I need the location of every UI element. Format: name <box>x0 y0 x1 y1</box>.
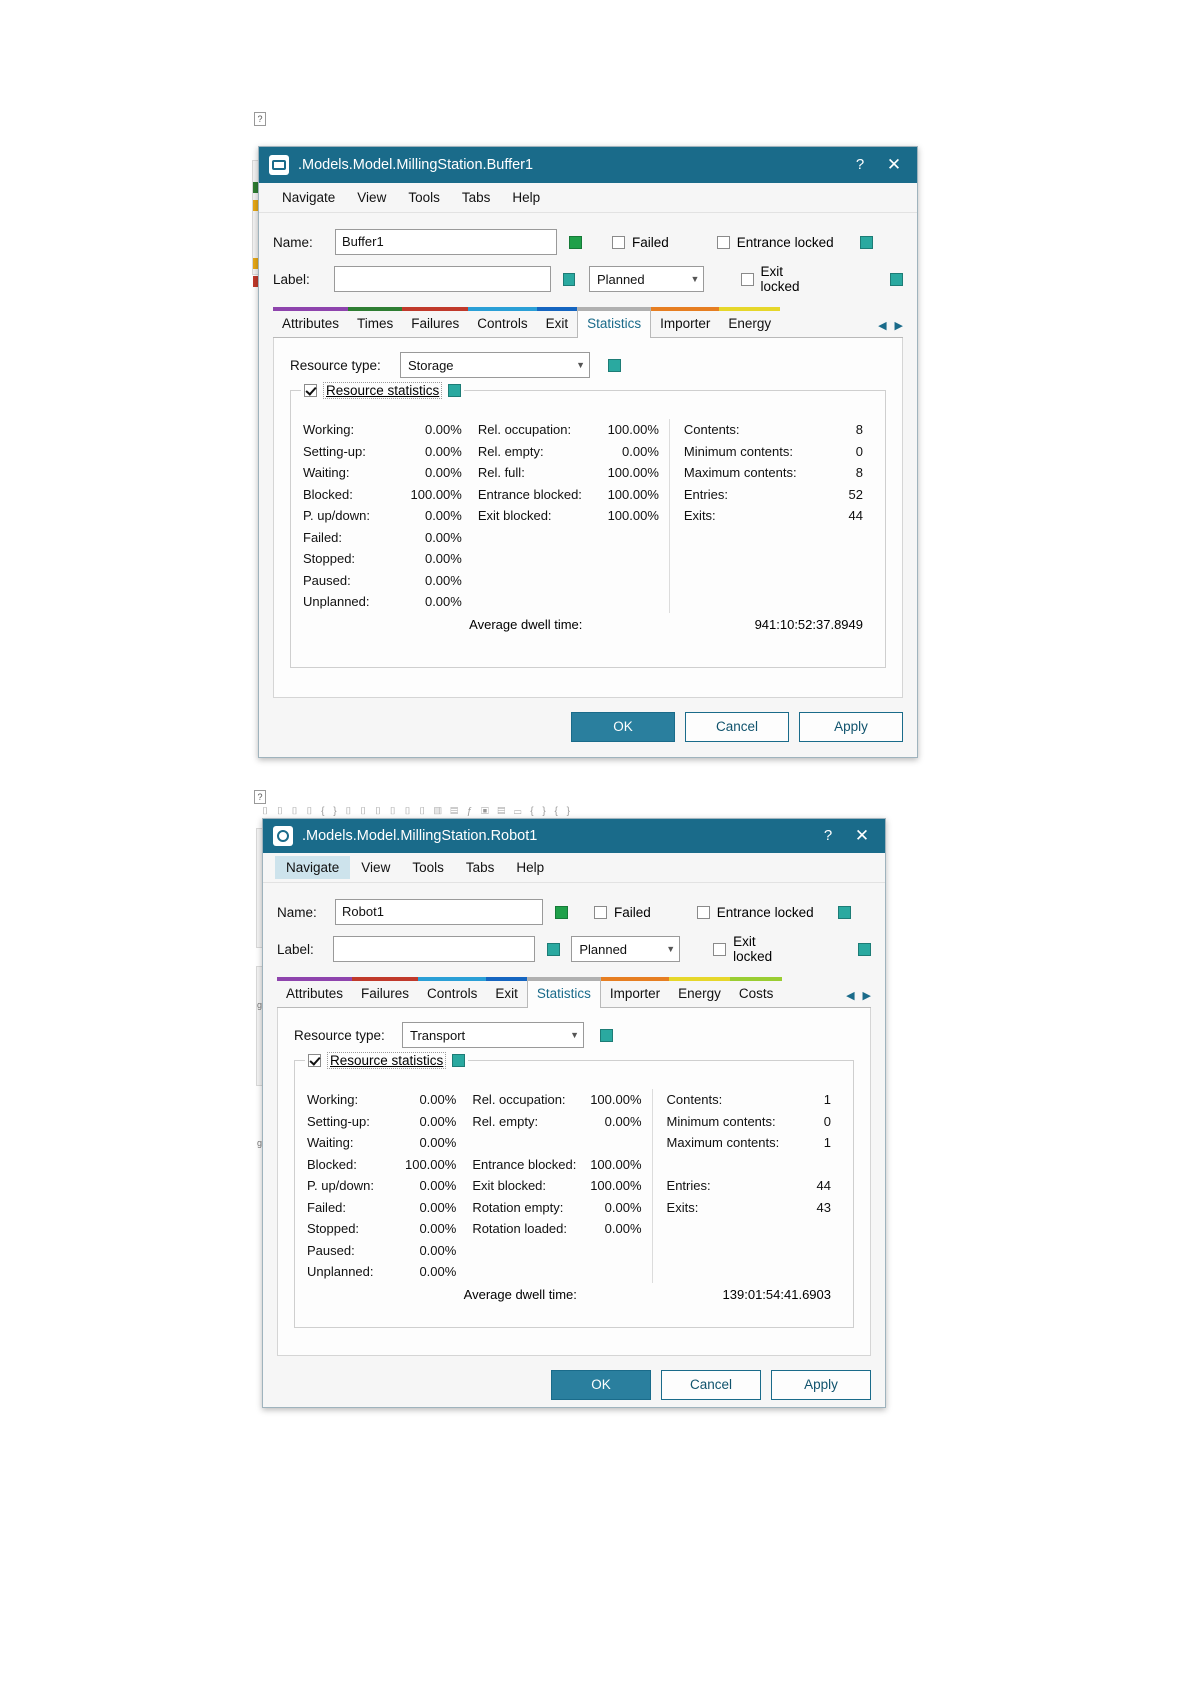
stat-row <box>307 1154 466 1176</box>
tab-scroll-left-icon[interactable]: ◀ <box>846 990 855 1002</box>
stat-row <box>472 1154 651 1176</box>
tab-attributes[interactable]: Attributes <box>277 977 352 1007</box>
stats-column-3 <box>653 1089 841 1283</box>
apply-button[interactable]: Apply <box>799 712 903 742</box>
exit-locked-checkbox[interactable] <box>713 943 726 956</box>
resource-type-select[interactable] <box>400 352 590 378</box>
exit-locked-checkbox[interactable] <box>741 273 754 286</box>
stat-value: 0.00% <box>424 572 462 588</box>
stat-value: 100.00% <box>410 486 462 502</box>
stat-key: Stopped: <box>307 1221 360 1236</box>
resource-type-chip-icon[interactable] <box>608 359 621 372</box>
stat-value: 0.00% <box>424 529 462 545</box>
tabstrip-buffer1[interactable] <box>273 303 903 338</box>
planned-select-value: Planned <box>579 941 628 957</box>
stat-key: Failed: <box>303 529 343 545</box>
average-dwell-time-row <box>307 1287 841 1302</box>
stat-key: Rotation loaded: <box>472 1221 567 1236</box>
stat-value: 0.00% <box>604 1221 642 1236</box>
resource-type-label: Resource type: <box>290 357 381 373</box>
stat-row <box>307 1240 466 1262</box>
name-chip-icon[interactable] <box>569 236 582 249</box>
stat-key: Failed: <box>307 1199 347 1215</box>
tab-failures[interactable]: Failures <box>352 977 418 1007</box>
chevron-down-icon: ▼ <box>576 360 585 370</box>
ok-button[interactable]: OK <box>551 1370 651 1400</box>
tab-statistics[interactable]: Statistics <box>527 977 601 1008</box>
resource-statistics-label: Resource statistics <box>323 382 442 399</box>
stat-key: Exit blocked: <box>472 1178 547 1193</box>
failed-checkbox[interactable] <box>594 906 607 919</box>
stat-key: Blocked: <box>307 1156 357 1172</box>
resource-type-chip-icon[interactable] <box>600 1029 613 1042</box>
stat-row <box>684 505 873 527</box>
stat-value: 0.00% <box>419 1264 457 1279</box>
stats-column-3 <box>670 419 873 613</box>
tab-scroll-right-icon[interactable]: ▶ <box>894 320 903 332</box>
stat-key: Minimum contents: <box>666 1113 776 1129</box>
buffer-icon <box>269 155 289 175</box>
stat-row <box>303 462 472 484</box>
dialog-robot1[interactable] <box>262 818 886 1408</box>
stat-value: 0.00% <box>419 1092 457 1107</box>
stat-value: 100.00% <box>607 422 659 437</box>
stat-key: Contents: <box>666 1092 723 1107</box>
average-dwell-time-value: 139:01:54:41.6903 <box>722 1286 831 1302</box>
broken-image-marker-1: ? <box>254 112 266 126</box>
stat-key: Blocked: <box>303 486 353 502</box>
help-button[interactable]: ? <box>855 156 865 173</box>
menu-item-tabs[interactable]: Tabs <box>465 860 495 875</box>
stat-row <box>472 1089 651 1111</box>
stat-row <box>667 1197 841 1219</box>
stat-key: Working: <box>303 422 355 437</box>
tab-controls[interactable]: Controls <box>418 977 486 1007</box>
stat-value: 0.00% <box>424 508 462 523</box>
average-dwell-time-row <box>303 617 873 632</box>
failed-label: Failed <box>614 904 651 920</box>
stat-key: Unplanned: <box>307 1264 374 1279</box>
stat-row <box>684 484 873 506</box>
stat-row <box>667 1089 841 1111</box>
tab-failures[interactable]: Failures <box>402 307 468 337</box>
stat-key: Unplanned: <box>303 594 370 609</box>
stat-row <box>303 591 472 613</box>
menu-item-view[interactable]: View <box>361 860 391 875</box>
background-label-2: g <box>257 1138 263 1148</box>
label-input[interactable] <box>333 936 535 962</box>
stat-value: 100.00% <box>607 508 659 523</box>
exit-locked-label: Exit locked <box>760 264 800 294</box>
stat-value: 0.00% <box>419 1242 457 1258</box>
stat-key: Minimum contents: <box>683 443 793 459</box>
failed-label: Failed <box>632 234 669 250</box>
stat-key: Rel. empty: <box>472 1113 539 1129</box>
stat-row <box>478 419 669 441</box>
failed-checkbox[interactable] <box>612 236 625 249</box>
entrance-locked-chip-icon[interactable] <box>860 236 873 249</box>
stat-value: 0.00% <box>419 1178 457 1193</box>
stat-row <box>307 1132 466 1154</box>
dialog-title: .Models.Model.MillingStation.Buffer1 <box>298 157 534 173</box>
stat-value: 1 <box>823 1092 832 1107</box>
stat-row <box>307 1197 466 1219</box>
stat-key: Entrance blocked: <box>477 486 582 502</box>
stat-row <box>307 1218 466 1240</box>
menu-item-tools[interactable]: Tools <box>408 190 440 205</box>
stat-key: Waiting: <box>303 465 350 480</box>
label-label: Label: <box>273 271 310 287</box>
stat-key: Paused: <box>307 1242 355 1258</box>
stat-value: 100.00% <box>590 1156 642 1172</box>
name-input[interactable] <box>335 229 557 255</box>
stat-value: 0.00% <box>419 1113 457 1129</box>
ok-button[interactable]: OK <box>571 712 675 742</box>
stat-key: Paused: <box>303 572 351 588</box>
stat-value: 0.00% <box>424 422 462 437</box>
tab-exit[interactable]: Exit <box>537 307 578 337</box>
label-input[interactable] <box>334 266 551 292</box>
resource-statistics-label: Resource statistics <box>327 1052 446 1069</box>
stat-row <box>472 1197 651 1219</box>
entrance-locked-label: Entrance locked <box>716 904 814 920</box>
stat-row <box>303 441 472 463</box>
average-dwell-time-value: 941:10:52:37.8949 <box>754 616 863 632</box>
stat-row <box>684 441 873 463</box>
stat-value: 0.00% <box>419 1135 457 1150</box>
label-label: Label: <box>277 941 314 957</box>
stat-row <box>472 1175 651 1197</box>
name-label: Name: <box>273 234 313 250</box>
stat-value: 52 <box>848 486 863 502</box>
stat-value: 100.00% <box>590 1178 642 1193</box>
stat-key: Entrance blocked: <box>472 1156 577 1172</box>
stats-column-1 <box>303 419 472 613</box>
cancel-button[interactable]: Cancel <box>661 1370 761 1400</box>
stat-row <box>303 570 472 592</box>
entrance-locked-label: Entrance locked <box>736 234 834 250</box>
stat-row <box>307 1261 466 1283</box>
exit-locked-chip-icon[interactable] <box>890 273 903 286</box>
stat-row <box>307 1089 466 1111</box>
stat-value: 0.00% <box>622 443 659 459</box>
stat-value: 0.00% <box>419 1199 457 1215</box>
stat-value: 100.00% <box>590 1092 642 1107</box>
stat-key <box>472 1132 476 1154</box>
resource-statistics-chip-icon[interactable] <box>448 384 461 397</box>
menubar-robot1[interactable] <box>263 853 885 883</box>
robot-icon <box>273 826 293 846</box>
stat-key: Setting-up: <box>307 1113 370 1129</box>
resource-statistics-checkbox[interactable] <box>308 1054 321 1067</box>
stat-value: 0 <box>855 443 863 459</box>
tab-attributes[interactable]: Attributes <box>273 307 348 337</box>
stat-row <box>303 505 472 527</box>
tab-importer[interactable]: Importer <box>651 307 719 337</box>
stat-row-spacer <box>667 1154 841 1176</box>
resource-statistics-checkbox[interactable] <box>304 384 317 397</box>
tabstrip-robot1[interactable] <box>277 973 871 1008</box>
menu-item-help[interactable]: Help <box>512 190 541 205</box>
entrance-locked-checkbox[interactable] <box>697 906 710 919</box>
stat-key: Rel. occupation: <box>477 422 572 437</box>
stats-column-2 <box>472 419 670 613</box>
stat-value: 100.00% <box>607 465 659 480</box>
tab-times[interactable]: Times <box>348 307 402 337</box>
close-button[interactable]: ✕ <box>854 826 870 845</box>
stat-row <box>303 527 472 549</box>
stat-row <box>307 1175 466 1197</box>
apply-button[interactable]: Apply <box>771 1370 871 1400</box>
stat-row <box>472 1218 651 1240</box>
stat-row <box>478 484 669 506</box>
stat-value: 0.00% <box>604 1113 642 1129</box>
background-label-1: g <box>257 1000 263 1010</box>
dialog-buttons-robot1 <box>263 1356 885 1414</box>
menu-item-navigate[interactable]: Navigate <box>282 190 336 205</box>
stat-key: Rotation empty: <box>472 1199 564 1215</box>
stat-value: 0.00% <box>419 1221 457 1236</box>
stat-row <box>472 1111 651 1133</box>
resource-type-value: Storage <box>408 357 454 373</box>
stat-key: Contents: <box>683 422 740 437</box>
tab-energy[interactable]: Energy <box>669 977 730 1007</box>
stat-row <box>303 484 472 506</box>
stat-row <box>478 441 669 463</box>
stat-key: Setting-up: <box>303 443 366 459</box>
stat-value: 0.00% <box>424 551 462 566</box>
chevron-down-icon: ▼ <box>570 1030 579 1040</box>
stat-key: Waiting: <box>307 1135 354 1150</box>
titlebar-buffer1 <box>259 147 917 183</box>
name-input[interactable] <box>335 899 543 925</box>
stat-row <box>478 505 669 527</box>
menu-item-view[interactable]: View <box>357 190 387 205</box>
stat-key: Maximum contents: <box>666 1135 780 1150</box>
tab-costs[interactable]: Costs <box>730 977 783 1007</box>
stat-key: Maximum contents: <box>683 465 797 480</box>
stat-key <box>667 1154 671 1176</box>
menubar-buffer1[interactable] <box>259 183 917 213</box>
resource-type-label: Resource type: <box>294 1027 385 1043</box>
average-dwell-time-label: Average dwell time: <box>463 1286 577 1302</box>
stat-key: Rel. occupation: <box>472 1092 566 1107</box>
stat-key: Exits: <box>683 508 716 523</box>
stat-value: 0.00% <box>424 443 462 459</box>
name-chip-icon[interactable] <box>555 906 568 919</box>
chevron-down-icon: ▼ <box>666 944 676 954</box>
stat-value: 44 <box>848 508 863 523</box>
stat-row <box>307 1111 466 1133</box>
stat-key: Exit blocked: <box>477 508 552 523</box>
stats-column-2 <box>466 1089 652 1283</box>
tab-controls[interactable]: Controls <box>468 307 536 337</box>
stat-key: Rel. full: <box>477 465 525 480</box>
statistics-panel-buffer1 <box>273 338 903 698</box>
menu-item-navigate[interactable]: Navigate <box>275 856 350 879</box>
tab-exit[interactable]: Exit <box>486 977 527 1007</box>
background-icon-row: ⌷ ⌷ ⌷ ⌷ { } ⌷ ⌷ ⌷ ⌷ ⌷ ⌷ ▥ ▤ ƒ ▣ ▤ ▭ { } { } <box>262 806 573 817</box>
dialog-title: .Models.Model.MillingStation.Robot1 <box>302 828 538 844</box>
help-button[interactable]: ? <box>823 827 833 844</box>
statistics-panel-robot1 <box>277 1008 871 1356</box>
tab-statistics[interactable]: Statistics <box>577 307 651 338</box>
tab-energy[interactable]: Energy <box>719 307 780 337</box>
stats-column-1 <box>307 1089 466 1283</box>
stat-key: Working: <box>307 1092 359 1107</box>
stat-row <box>667 1111 841 1133</box>
dialog-buffer1[interactable] <box>258 146 918 758</box>
label-chip-icon[interactable] <box>563 273 576 286</box>
stat-key: P. up/down: <box>307 1178 374 1193</box>
resource-statistics-group <box>290 383 886 668</box>
stat-row <box>667 1175 841 1197</box>
stat-value: 100.00% <box>607 486 659 502</box>
tab-scroll-left-icon[interactable]: ◀ <box>878 320 887 332</box>
stat-row <box>478 462 669 484</box>
stat-value: 8 <box>855 465 863 480</box>
stat-key: Exits: <box>666 1199 699 1215</box>
planned-select[interactable] <box>571 936 680 962</box>
menu-item-tools[interactable]: Tools <box>412 860 444 875</box>
planned-select-value: Planned <box>596 271 645 287</box>
average-dwell-time-label: Average dwell time: <box>469 616 583 632</box>
stat-row <box>667 1132 841 1154</box>
stat-value: 1 <box>823 1135 832 1150</box>
stat-value: 44 <box>816 1178 832 1193</box>
broken-image-marker-2: ? <box>254 790 266 804</box>
tab-importer[interactable]: Importer <box>601 977 669 1007</box>
stat-value: 43 <box>816 1199 832 1215</box>
label-chip-icon[interactable] <box>547 943 560 956</box>
resource-statistics-group <box>294 1053 854 1328</box>
tab-scroll-right-icon[interactable]: ▶ <box>862 990 871 1002</box>
close-button[interactable]: ✕ <box>886 155 902 174</box>
stat-row-spacer <box>472 1132 651 1154</box>
entrance-locked-chip-icon[interactable] <box>838 906 851 919</box>
stat-key: Stopped: <box>303 551 356 566</box>
cancel-button[interactable]: Cancel <box>685 712 789 742</box>
entrance-locked-checkbox[interactable] <box>717 236 730 249</box>
exit-locked-label: Exit locked <box>733 934 773 964</box>
resource-type-value: Transport <box>410 1027 466 1043</box>
stat-row <box>303 419 472 441</box>
menu-item-tabs[interactable]: Tabs <box>461 190 491 205</box>
planned-select[interactable] <box>589 266 704 292</box>
stat-key: Entries: <box>683 486 728 502</box>
stat-value: 0.00% <box>424 465 462 480</box>
resource-statistics-chip-icon[interactable] <box>452 1054 465 1067</box>
stat-key: P. up/down: <box>303 508 370 523</box>
stat-value: 0 <box>823 1113 832 1129</box>
stat-value: 8 <box>855 422 863 437</box>
stat-row <box>684 462 873 484</box>
name-label: Name: <box>277 904 317 920</box>
stat-key: Entries: <box>666 1178 711 1193</box>
stat-row <box>684 419 873 441</box>
stat-value: 0.00% <box>604 1199 642 1215</box>
stat-key: Rel. empty: <box>477 443 544 459</box>
resource-type-select[interactable] <box>402 1022 584 1048</box>
stat-value: 0.00% <box>424 594 462 609</box>
stat-value: 100.00% <box>404 1156 457 1172</box>
chevron-down-icon: ▼ <box>690 274 700 284</box>
menu-item-help[interactable]: Help <box>516 860 545 875</box>
stat-row <box>303 548 472 570</box>
dialog-buttons-buffer1 <box>259 698 917 756</box>
exit-locked-chip-icon[interactable] <box>858 943 871 956</box>
titlebar-robot1 <box>263 819 885 853</box>
